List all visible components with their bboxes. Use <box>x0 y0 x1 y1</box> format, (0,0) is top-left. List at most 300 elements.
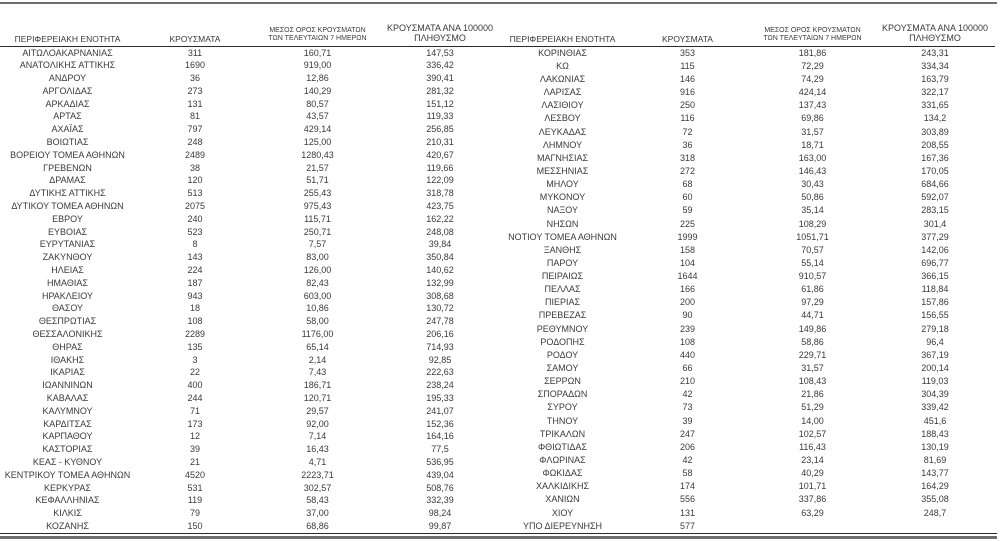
cell-cases-per-100000: 152,36 <box>426 418 454 429</box>
table-row <box>0 405 500 418</box>
cell-cases-per-100000: 162,22 <box>426 213 454 224</box>
cell-cases-per-100000: 248,7 <box>923 507 947 518</box>
cell-region-name: ΔΡΑΜΑΣ <box>49 175 86 186</box>
cell-cases: 174 <box>679 481 696 492</box>
table-row <box>0 290 500 303</box>
cell-cases-per-100000: 81,69 <box>923 455 947 466</box>
cell-cases: 36 <box>189 73 200 84</box>
cell-region-name: ΔΥΤΙΚΟΥ ΤΟΜΕΑ ΑΘΗΝΩΝ <box>11 201 124 212</box>
header-7day-average-line2: ΤΩΝ ΤΕΛΕΥΤΑΙΩΝ 7 ΗΜΕΡΩΝ <box>268 35 367 42</box>
table-row <box>500 86 995 99</box>
cell-region-name: ΣΕΡΡΩΝ <box>544 376 581 387</box>
cell-7day-average: 250,71 <box>303 226 332 237</box>
table-row <box>500 336 995 349</box>
table-row <box>500 191 995 204</box>
table-row <box>500 388 995 401</box>
table-row <box>500 230 995 243</box>
table-row <box>500 165 995 178</box>
cell-cases: 513 <box>187 188 203 199</box>
cell-cases-per-100000: 243,31 <box>921 47 949 58</box>
table-row <box>0 494 500 507</box>
cell-region-name: ΡΟΔΟΥ <box>546 349 579 360</box>
cell-region-name: ΓΡΕΒΕΝΩΝ <box>43 162 92 173</box>
column-header-7day-average <box>750 18 875 46</box>
cell-cases: 21 <box>189 457 200 467</box>
table-row <box>500 467 995 480</box>
cell-7day-average: 160,71 <box>303 47 332 58</box>
cell-region-name: ΘΑΣΟΥ <box>51 303 84 314</box>
cell-cases: 12 <box>189 431 200 442</box>
cell-cases-per-100000: 134,2 <box>923 113 947 124</box>
table-row <box>0 123 500 136</box>
cell-region-name: ΚΕΦΑΛΛΗΝΙΑΣ <box>35 495 100 506</box>
cell-7day-average: 255,43 <box>303 188 332 199</box>
cell-cases-per-100000: 210,31 <box>426 137 454 148</box>
cell-region-name: ΤΡΙΚΑΛΩΝ <box>539 428 586 439</box>
cell-region-name: ΛΑΣΙΘΙΟΥ <box>541 100 584 111</box>
cell-cases: 797 <box>187 124 203 135</box>
cell-cases-per-100000: 281,32 <box>426 85 454 96</box>
cell-cases: 90 <box>682 310 693 321</box>
cell-cases: 79 <box>189 508 200 519</box>
cell-cases: 135 <box>187 341 203 352</box>
table-row <box>500 244 995 257</box>
cell-cases-per-100000: 536,95 <box>426 457 454 467</box>
cell-cases: 73 <box>682 402 693 413</box>
cell-cases: 916 <box>679 87 696 98</box>
table-row <box>500 322 995 335</box>
cell-region-name: ΙΩΑΝΝΙΝΩΝ <box>42 380 93 391</box>
table-row <box>500 480 995 493</box>
cell-7day-average: 101,71 <box>798 481 827 492</box>
cell-7day-average: 58,43 <box>306 495 329 506</box>
table-body-left <box>0 46 500 533</box>
cell-7day-average: 30,43 <box>801 179 824 190</box>
table-row <box>500 309 995 322</box>
cell-7day-average: 43,57 <box>306 111 329 122</box>
cell-cases: 1690 <box>184 60 206 71</box>
cell-7day-average: 83,00 <box>306 252 329 263</box>
cell-cases: 143 <box>187 252 203 263</box>
cell-cases-per-100000: 122,09 <box>426 175 454 186</box>
cell-region-name: ΜΗΛΟΥ <box>546 179 579 190</box>
cell-cases-per-100000: 130,19 <box>921 441 949 452</box>
cell-cases-per-100000: 366,15 <box>921 271 949 282</box>
cell-cases-per-100000: 119,33 <box>426 111 454 122</box>
table-row <box>500 441 995 454</box>
cell-region-name: ΗΛΕΙΑΣ <box>51 265 84 276</box>
cell-cases-per-100000: 322,17 <box>921 87 949 98</box>
table-row <box>0 149 500 162</box>
table-row <box>500 138 995 151</box>
cell-7day-average: 7,57 <box>308 239 327 250</box>
cell-cases: 119 <box>187 495 203 506</box>
cell-cases: 244 <box>187 393 203 404</box>
cell-cases-per-100000: 283,15 <box>921 205 949 216</box>
cell-7day-average: 603,00 <box>303 290 332 301</box>
cell-7day-average: 975,43 <box>303 201 332 212</box>
cell-region-name: ΝΑΞΟΥ <box>546 205 579 216</box>
cell-cases-per-100000: 350,84 <box>426 252 454 263</box>
table-row <box>500 454 995 467</box>
cell-7day-average: 149,86 <box>798 323 827 334</box>
cell-cases-per-100000: 92,85 <box>428 354 452 365</box>
cell-7day-average: 58,86 <box>801 336 824 347</box>
cell-region-name: ΥΠΟ ΔΙΕΡΕΥΝΗΣΗ <box>522 520 603 531</box>
cell-cases-per-100000: 318,78 <box>426 188 454 199</box>
table-row <box>0 302 500 315</box>
cell-cases-per-100000: 151,12 <box>426 98 454 109</box>
table-row <box>500 60 995 73</box>
cell-cases-per-100000: 423,75 <box>426 201 454 212</box>
regional-cases-table-left <box>0 18 500 533</box>
cell-7day-average: 92,00 <box>306 418 329 429</box>
cell-cases: 39 <box>189 444 200 455</box>
cell-cases-per-100000: 167,36 <box>921 152 949 163</box>
cell-cases-per-100000: 164,29 <box>921 481 949 492</box>
cell-7day-average: 68,86 <box>306 520 329 531</box>
table-row <box>0 98 500 111</box>
table-row <box>0 162 500 175</box>
table-row <box>500 204 995 217</box>
table-row <box>0 238 500 251</box>
cell-cases-per-100000: 331,65 <box>921 100 949 111</box>
cell-7day-average: 7,43 <box>308 367 327 378</box>
cell-cases-per-100000: 592,07 <box>921 192 949 203</box>
cell-region-name: ΧΑΛΚΙΔΙΚΗΣ <box>535 481 590 492</box>
cell-cases: 58 <box>682 468 693 479</box>
cell-region-name: ΕΒΡΟΥ <box>52 213 83 224</box>
cell-7day-average: 74,29 <box>801 73 824 84</box>
cell-cases-per-100000: 367,19 <box>921 349 949 360</box>
cell-region-name: ΕΥΡΥΤΑΝΙΑΣ <box>39 239 96 250</box>
table-row <box>500 73 995 86</box>
cell-region-name: ΕΥΒΟΙΑΣ <box>47 226 88 237</box>
table-row <box>0 174 500 187</box>
cell-cases-per-100000: 336,42 <box>426 60 454 71</box>
table-row <box>500 283 995 296</box>
cell-cases: 2489 <box>184 149 206 160</box>
cell-cases-per-100000: 142,06 <box>921 244 949 255</box>
cell-cases-per-100000: 96,4 <box>926 336 944 347</box>
cell-7day-average: 55,14 <box>801 257 824 268</box>
table-row <box>500 112 995 125</box>
cell-7day-average: 40,29 <box>801 468 824 479</box>
cell-cases-per-100000: 222,63 <box>426 367 454 378</box>
cell-cases-per-100000: 334,34 <box>921 60 949 71</box>
cell-cases: 3 <box>192 354 198 365</box>
cell-region-name: ΤΗΝΟΥ <box>546 415 579 426</box>
cell-cases: 166 <box>679 284 696 295</box>
cell-cases-per-100000: 279,18 <box>921 323 949 334</box>
cell-region-name: ΑΡΚΑΔΙΑΣ <box>45 98 90 109</box>
header-per100k-line2: ΠΛΗΘΥΣΜΟ <box>909 33 961 43</box>
table-row <box>0 418 500 431</box>
table-row <box>0 520 500 533</box>
cell-region-name: ΑΡΤΑΣ <box>53 111 82 122</box>
cell-cases-per-100000: 332,39 <box>426 495 454 506</box>
cell-cases: 4520 <box>184 469 206 480</box>
cell-region-name: ΦΘΙΩΤΙΔΑΣ <box>538 441 587 452</box>
cell-region-name: ΧΙΟΥ <box>551 507 574 518</box>
cell-7day-average: 337,86 <box>798 494 827 505</box>
table-body-right <box>500 46 995 533</box>
cell-cases-per-100000: 355,08 <box>921 494 949 505</box>
cell-7day-average: 69,86 <box>801 113 824 124</box>
cell-cases: 38 <box>189 162 200 173</box>
cell-cases: 150 <box>187 520 203 531</box>
cell-7day-average: 97,29 <box>801 297 824 308</box>
cell-region-name: ΦΛΩΡΙΝΑΣ <box>539 455 586 466</box>
table-row <box>500 493 995 506</box>
table-row <box>0 507 500 520</box>
cell-cases-per-100000: 170,05 <box>921 165 949 176</box>
cell-7day-average: 18,71 <box>801 139 824 150</box>
cell-cases-per-100000: 99,87 <box>428 520 452 531</box>
cell-7day-average: 61,86 <box>801 284 824 295</box>
cell-7day-average: 65,14 <box>306 341 329 352</box>
cell-cases-per-100000: 451,6 <box>923 415 947 426</box>
cell-cases-per-100000 <box>875 520 995 533</box>
cell-7day-average: 181,86 <box>798 47 827 58</box>
cell-cases: 200 <box>679 297 696 308</box>
cell-region-name: ΠΡΕΒΕΖΑΣ <box>538 310 587 321</box>
cell-cases: 131 <box>187 98 203 109</box>
table-row <box>500 375 995 388</box>
cell-cases: 273 <box>187 85 203 96</box>
table-row <box>500 152 995 165</box>
cell-cases: 353 <box>679 47 696 58</box>
cell-cases: 68 <box>682 179 693 190</box>
cell-cases: 2075 <box>184 201 206 212</box>
cell-region-name: ΘΕΣΠΡΩΤΙΑΣ <box>38 316 97 327</box>
cell-7day-average: 37,00 <box>306 508 329 519</box>
cell-cases-per-100000: 147,53 <box>426 47 454 58</box>
cell-7day-average: 424,14 <box>798 87 827 98</box>
cell-cases-per-100000: 508,76 <box>426 482 454 493</box>
cell-cases-per-100000: 256,85 <box>426 124 454 135</box>
table-row <box>500 414 995 427</box>
cell-cases: 224 <box>187 265 203 276</box>
cell-cases: 8 <box>192 239 198 250</box>
cell-cases-per-100000: 308,68 <box>426 290 454 301</box>
cell-region-name: ΒΟΡΕΙΟΥ ΤΟΜΕΑ ΑΘΗΝΩΝ <box>10 149 125 160</box>
cell-cases-per-100000: 164,16 <box>426 431 454 442</box>
cell-7day-average: 120,71 <box>303 393 332 404</box>
table-row <box>500 428 995 441</box>
cell-region-name: ΙΚΑΡΙΑΣ <box>50 367 85 378</box>
cell-7day-average: 63,29 <box>801 507 824 518</box>
cell-cases-per-100000: 163,79 <box>921 73 949 84</box>
cell-region-name: ΖΑΚΥΝΘΟΥ <box>42 252 93 263</box>
cell-region-name: ΝΗΣΩΝ <box>546 218 579 229</box>
cell-7day-average: 429,14 <box>303 124 332 135</box>
cell-7day-average: 31,57 <box>801 126 824 137</box>
cell-cases: 187 <box>187 277 203 288</box>
cell-cases-per-100000: 77,5 <box>431 444 449 455</box>
cell-region-name: ΙΘΑΚΗΣ <box>50 354 85 365</box>
cell-region-name: ΑΝΔΡΟΥ <box>48 73 87 84</box>
tables-container <box>0 18 995 533</box>
cell-cases: 440 <box>679 349 696 360</box>
table-row <box>0 328 500 341</box>
cell-7day-average: 919,00 <box>303 60 332 71</box>
cell-region-name: ΛΗΜΝΟΥ <box>542 139 583 150</box>
cell-cases: 60 <box>682 192 693 203</box>
table-row <box>0 354 500 367</box>
table-row <box>0 341 500 354</box>
cell-cases-per-100000: 241,07 <box>426 405 454 416</box>
cell-region-name: ΛΕΣΒΟΥ <box>544 113 581 124</box>
cell-region-name: ΞΑΝΘΗΣ <box>543 244 582 255</box>
cell-cases: 239 <box>679 323 696 334</box>
cell-region-name: ΚΩ <box>556 60 569 71</box>
cell-cases: 210 <box>679 376 696 387</box>
cell-region-name: ΚΑΒΑΛΑΣ <box>46 393 89 404</box>
column-header-7day-average <box>255 18 380 46</box>
cell-cases-per-100000: 390,41 <box>426 73 454 84</box>
bottom-divider-rule-thick <box>0 536 997 539</box>
table-row <box>500 99 995 112</box>
table-row <box>500 520 995 533</box>
table-row <box>500 270 995 283</box>
cell-7day-average: 12,86 <box>306 73 329 84</box>
cell-cases: 72 <box>682 126 693 137</box>
table-row <box>500 349 995 362</box>
cell-7day-average: 7,14 <box>308 431 327 442</box>
cell-7day-average: 125,00 <box>303 137 332 148</box>
cell-cases: 225 <box>679 218 696 229</box>
cell-cases-per-100000: 156,55 <box>921 310 949 321</box>
cell-cases: 173 <box>187 418 203 429</box>
column-header-region: ΠΕΡΙΦΕΡΕΙΑΚΗ ΕΝΟΤΗΤΑ <box>0 18 135 46</box>
cell-region-name: ΚΕΑΣ - ΚΥΘΝΟΥ <box>32 457 103 467</box>
cell-7day-average: 302,57 <box>303 482 332 493</box>
cell-region-name: ΗΜΑΘΙΑΣ <box>47 277 88 288</box>
cell-region-name: ΑΝΑΤΟΛΙΚΗΣ ΑΤΤΙΚΗΣ <box>19 60 116 71</box>
cell-region-name: ΚΙΛΚΙΣ <box>53 508 82 519</box>
cell-cases-per-100000: 119,66 <box>426 162 454 173</box>
cell-cases: 22 <box>189 367 200 378</box>
cell-region-name: ΦΩΚΙΔΑΣ <box>542 468 583 479</box>
cell-cases: 59 <box>682 205 693 216</box>
cell-cases: 240 <box>187 213 203 224</box>
cell-region-name: ΚΕΡΚΥΡΑΣ <box>44 482 91 493</box>
cell-region-name: ΑΧΑΪΑΣ <box>51 124 84 135</box>
cell-region-name: ΔΥΤΙΚΗΣ ΑΤΤΙΚΗΣ <box>29 188 106 199</box>
cell-7day-average: 14,00 <box>801 415 824 426</box>
cell-7day-average: 31,57 <box>801 363 824 374</box>
cell-cases-per-100000: 130,72 <box>426 303 454 314</box>
table-row <box>0 213 500 226</box>
table-row <box>0 264 500 277</box>
cell-cases: 247 <box>679 428 696 439</box>
cell-7day-average: 21,57 <box>306 162 329 173</box>
cell-cases: 18 <box>189 303 200 314</box>
cell-region-name: ΣΥΡΟΥ <box>547 402 578 413</box>
cell-cases: 108 <box>187 316 203 327</box>
cell-7day-average: 2,14 <box>308 354 327 365</box>
cell-cases: 400 <box>187 380 203 391</box>
cell-cases: 146 <box>679 73 696 84</box>
table-row <box>500 46 995 60</box>
cell-cases: 1999 <box>677 231 698 242</box>
header-per100k-line2: ΠΛΗΘΥΣΜΟ <box>414 33 466 43</box>
cell-region-name: ΚΑΡΔΙΤΣΑΣ <box>43 418 92 429</box>
cell-7day-average: 126,00 <box>303 265 332 276</box>
cell-7day-average: 10,86 <box>306 303 329 314</box>
header-row <box>0 18 500 46</box>
table-row <box>0 315 500 328</box>
cell-cases: 248 <box>187 137 203 148</box>
cell-cases-per-100000: 714,93 <box>426 341 454 352</box>
cell-cases-per-100000: 195,33 <box>426 393 454 404</box>
cell-cases: 311 <box>187 47 203 58</box>
cell-region-name: ΚΕΝΤΡΙΚΟΥ ΤΟΜΕΑ ΑΘΗΝΩΝ <box>4 469 131 480</box>
cell-cases-per-100000: 200,14 <box>921 363 949 374</box>
cell-cases-per-100000: 98,24 <box>428 508 452 519</box>
cell-region-name: ΝΟΤΙΟΥ ΤΟΜΕΑ ΑΘΗΝΩΝ <box>508 231 617 242</box>
table-row <box>0 72 500 85</box>
cell-cases-per-100000: 208,55 <box>921 139 949 150</box>
cell-7day-average: 186,71 <box>303 380 332 391</box>
cell-cases-per-100000: 696,77 <box>921 257 949 268</box>
table-row <box>0 200 500 213</box>
column-header-cases: ΚΡΟΥΣΜΑΤΑ <box>135 18 255 46</box>
bottom-divider-rule-thin <box>0 533 997 534</box>
cell-cases-per-100000: 118,84 <box>921 284 949 295</box>
cell-cases: 81 <box>189 111 200 122</box>
table-row <box>0 59 500 72</box>
cell-7day-average: 16,43 <box>306 444 329 455</box>
cell-cases: 120 <box>187 175 203 186</box>
table-row <box>0 277 500 290</box>
cell-region-name: ΜΑΓΝΗΣΙΑΣ <box>536 152 589 163</box>
cell-cases: 250 <box>679 100 696 111</box>
cell-7day-average: 2223,71 <box>301 469 334 480</box>
cell-cases-per-100000: 206,16 <box>426 329 454 340</box>
column-header-cases-per-100000 <box>875 18 995 46</box>
cell-cases-per-100000: 132,99 <box>426 277 454 288</box>
cell-region-name: ΠΕΛΛΑΣ <box>544 284 581 295</box>
cell-7day-average: 108,29 <box>798 218 827 229</box>
table-row <box>0 443 500 456</box>
cell-7day-average: 229,71 <box>798 349 827 360</box>
cell-7day-average: 910,57 <box>798 271 827 282</box>
cell-7day-average: 58,00 <box>306 316 329 327</box>
header-7day-average-line1: ΜΕΣΟΣ ΟΡΟΣ ΚΡΟΥΣΜΑΤΩΝ <box>764 26 861 34</box>
cell-region-name: ΒΟΙΩΤΙΑΣ <box>46 137 89 148</box>
cell-7day-average: 1051,71 <box>796 231 829 242</box>
cell-cases-per-100000: 303,89 <box>921 126 949 137</box>
header-per100k-line1: ΚΡΟΥΣΜΑΤΑ ΑΝΑ 100000 <box>882 22 988 33</box>
cell-cases-per-100000: 420,67 <box>426 149 454 160</box>
cell-region-name: ΚΑΛΥΜΝΟΥ <box>42 405 93 416</box>
table-row <box>0 366 500 379</box>
table-row <box>0 110 500 123</box>
cell-7day-average: 102,57 <box>798 428 827 439</box>
cell-7day-average: 23,14 <box>801 455 824 466</box>
cell-cases: 943 <box>187 290 203 301</box>
cell-7day-average: 29,57 <box>306 405 329 416</box>
cell-cases: 1644 <box>677 271 698 282</box>
cell-7day-average: 35,14 <box>801 205 824 216</box>
cell-cases: 104 <box>679 257 696 268</box>
cell-7day-average: 44,71 <box>801 310 824 321</box>
cell-7day-average: 1176,00 <box>301 329 334 340</box>
cell-region-name: ΚΟΡΙΝΘΙΑΣ <box>538 47 587 58</box>
cell-region-name: ΚΑΣΤΟΡΙΑΣ <box>42 444 93 455</box>
